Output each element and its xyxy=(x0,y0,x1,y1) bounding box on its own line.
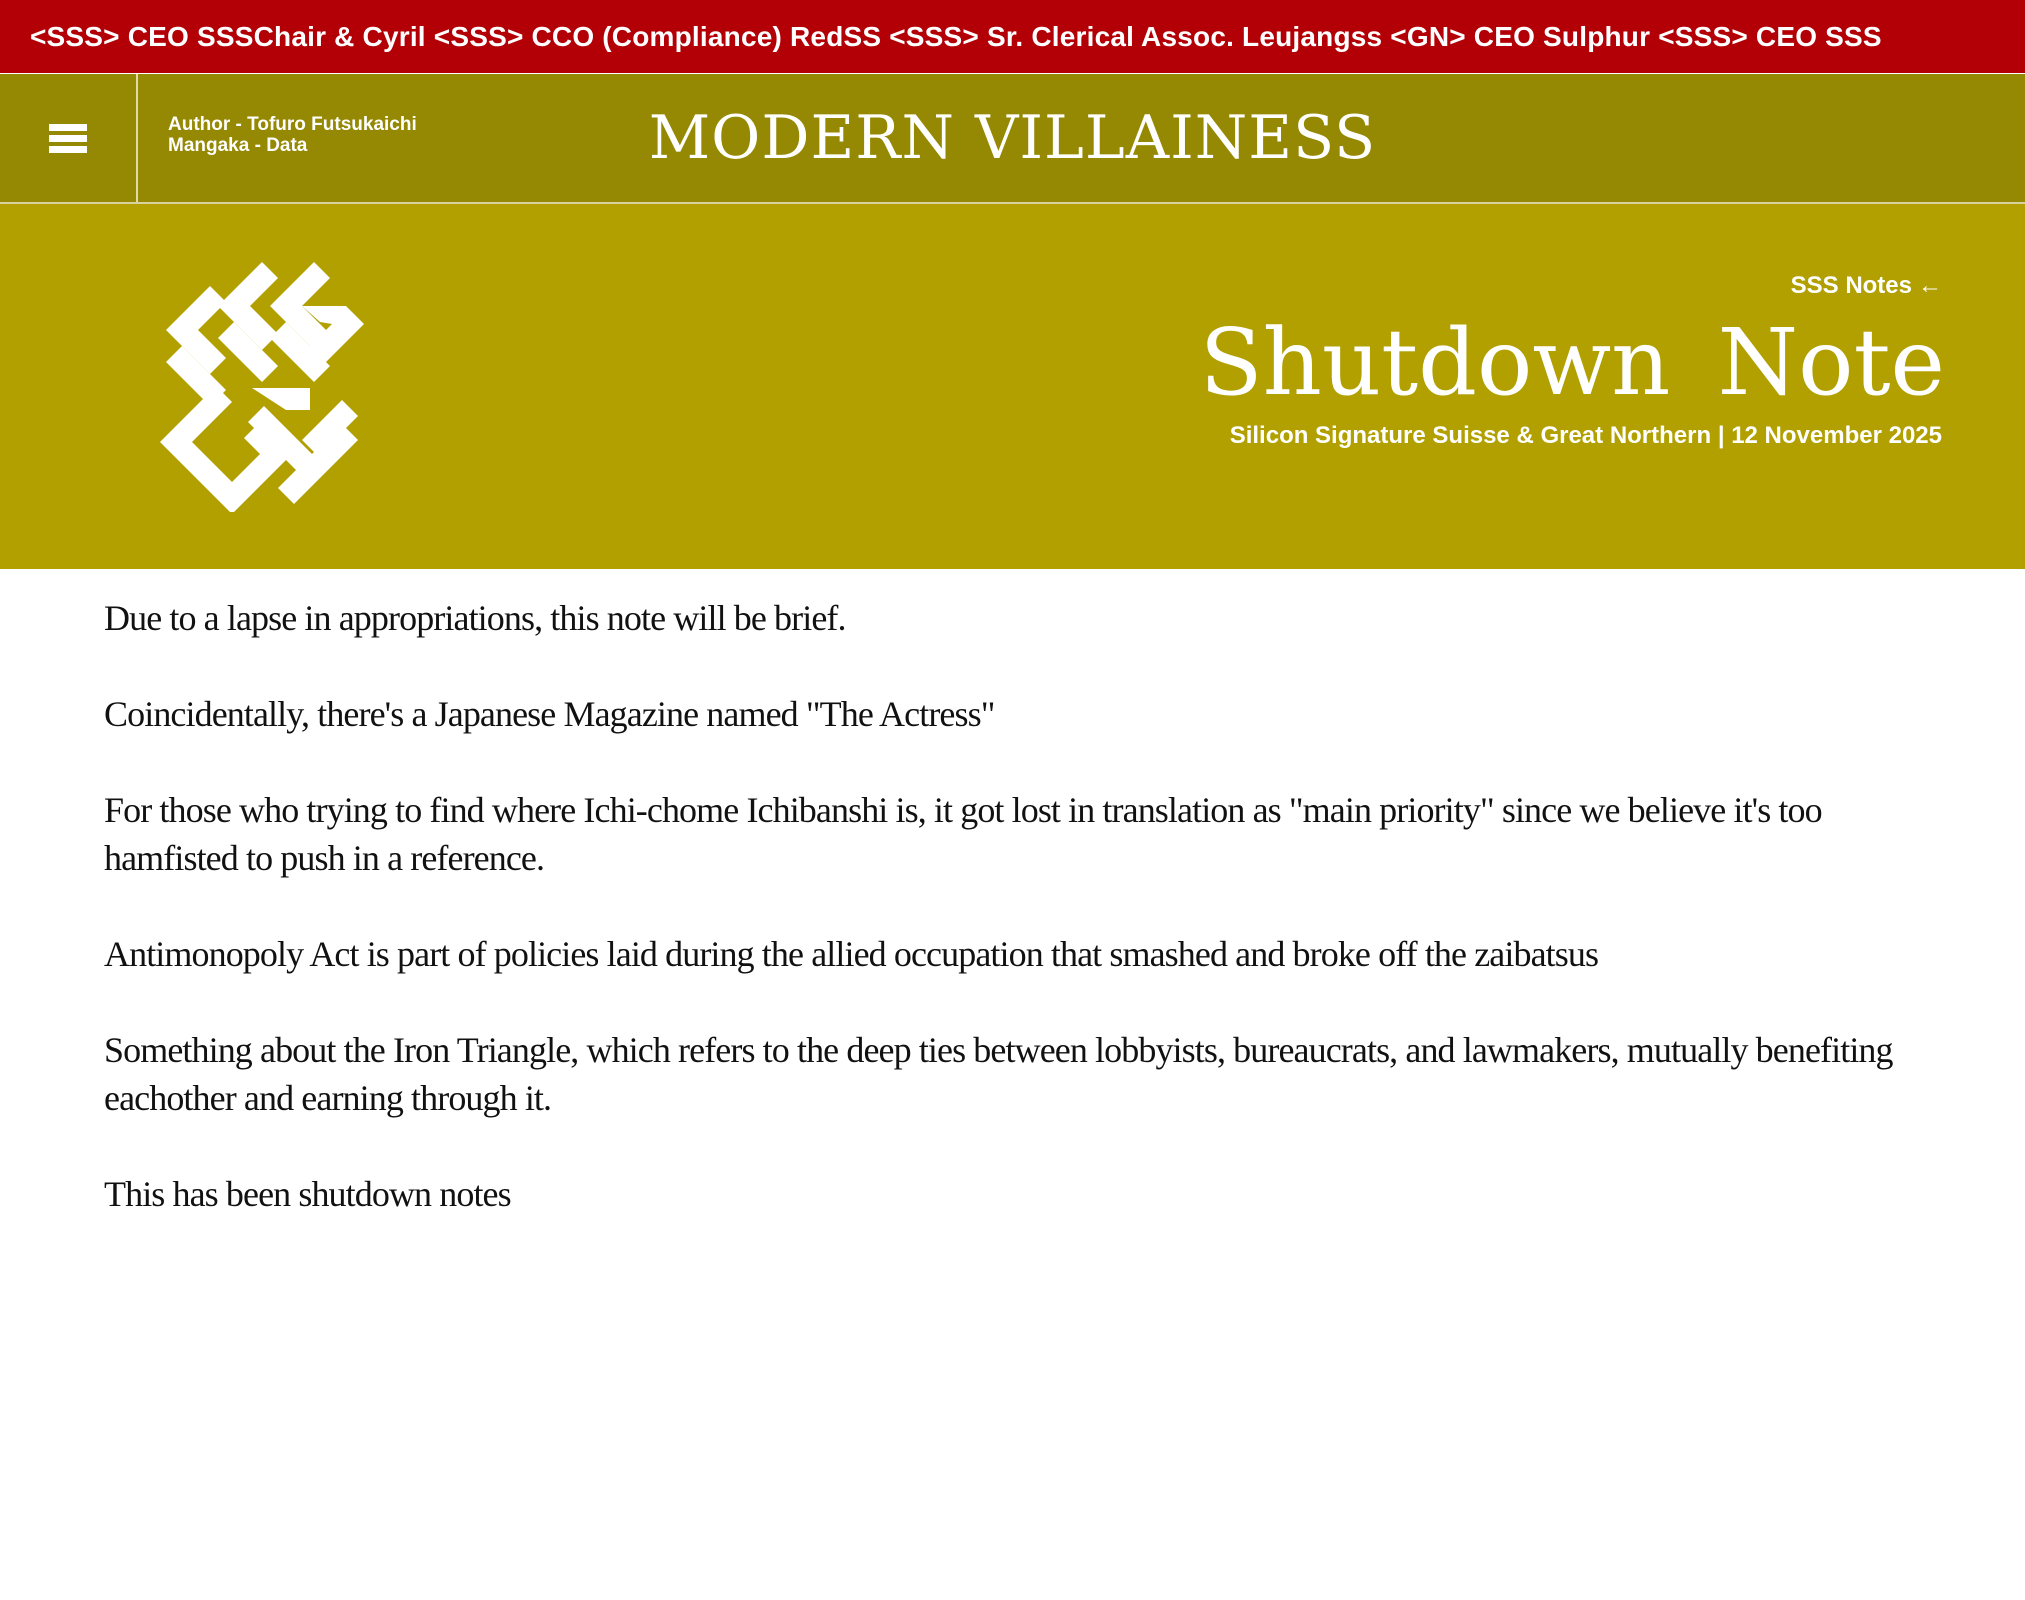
paragraph: Due to a lapse in appropriations, this note will be brief. xyxy=(104,598,846,638)
sss-notes-label: SSS Notes xyxy=(1790,272,1912,299)
paragraph: Coincidentally, there's a Japanese Magazine named "The Actress" xyxy=(104,694,995,734)
sss-notes-link[interactable] xyxy=(1791,272,1942,300)
paragraph: For those who trying to find where Ichi-chome Ichibanshi is, it got lost in translation as "main priority" since we believe it's too hamfisted to push in a reference. xyxy=(104,790,1822,878)
paragraph: This has been shutdown notes xyxy=(104,1174,511,1214)
paragraph: Something about the Iron Triangle, which refers to the deep ties between lobbyists, bureaucrats, and lawmakers, mutually benefiting eachother and earning through it. xyxy=(104,1030,1893,1118)
site-header xyxy=(0,74,2025,204)
note-banner xyxy=(0,204,2025,569)
note-body xyxy=(104,594,1934,1266)
arrow-left-icon: ← xyxy=(1918,272,1942,299)
author-credits xyxy=(168,114,417,156)
sss-gn-logo-icon xyxy=(160,256,370,512)
mangaka-line: Mangaka - Data xyxy=(168,135,308,156)
author-line: Author - Tofuro Futsukaichi xyxy=(168,114,417,135)
note-title: Shutdown Note xyxy=(1199,309,1945,416)
hamburger-menu-icon xyxy=(49,124,87,153)
ticker-text: <SSS> CEO SSSChair & Cyril <SSS> CCO (Compliance) RedSS <SSS> Sr. Clerical Assoc. Leujangss <GN> CEO Sulphur <SSS> CEO SSS xyxy=(30,21,1882,52)
news-ticker xyxy=(0,0,2025,73)
menu-button[interactable] xyxy=(0,74,138,202)
note-subtitle: Silicon Signature Suisse & Great Northern | 12 November 2025 xyxy=(1229,422,1942,449)
site-title[interactable]: MODERN VILLAINESS xyxy=(648,103,1377,173)
paragraph: Antimonopoly Act is part of policies laid during the allied occupation that smashed and broke off the zaibatsus xyxy=(104,934,1599,974)
